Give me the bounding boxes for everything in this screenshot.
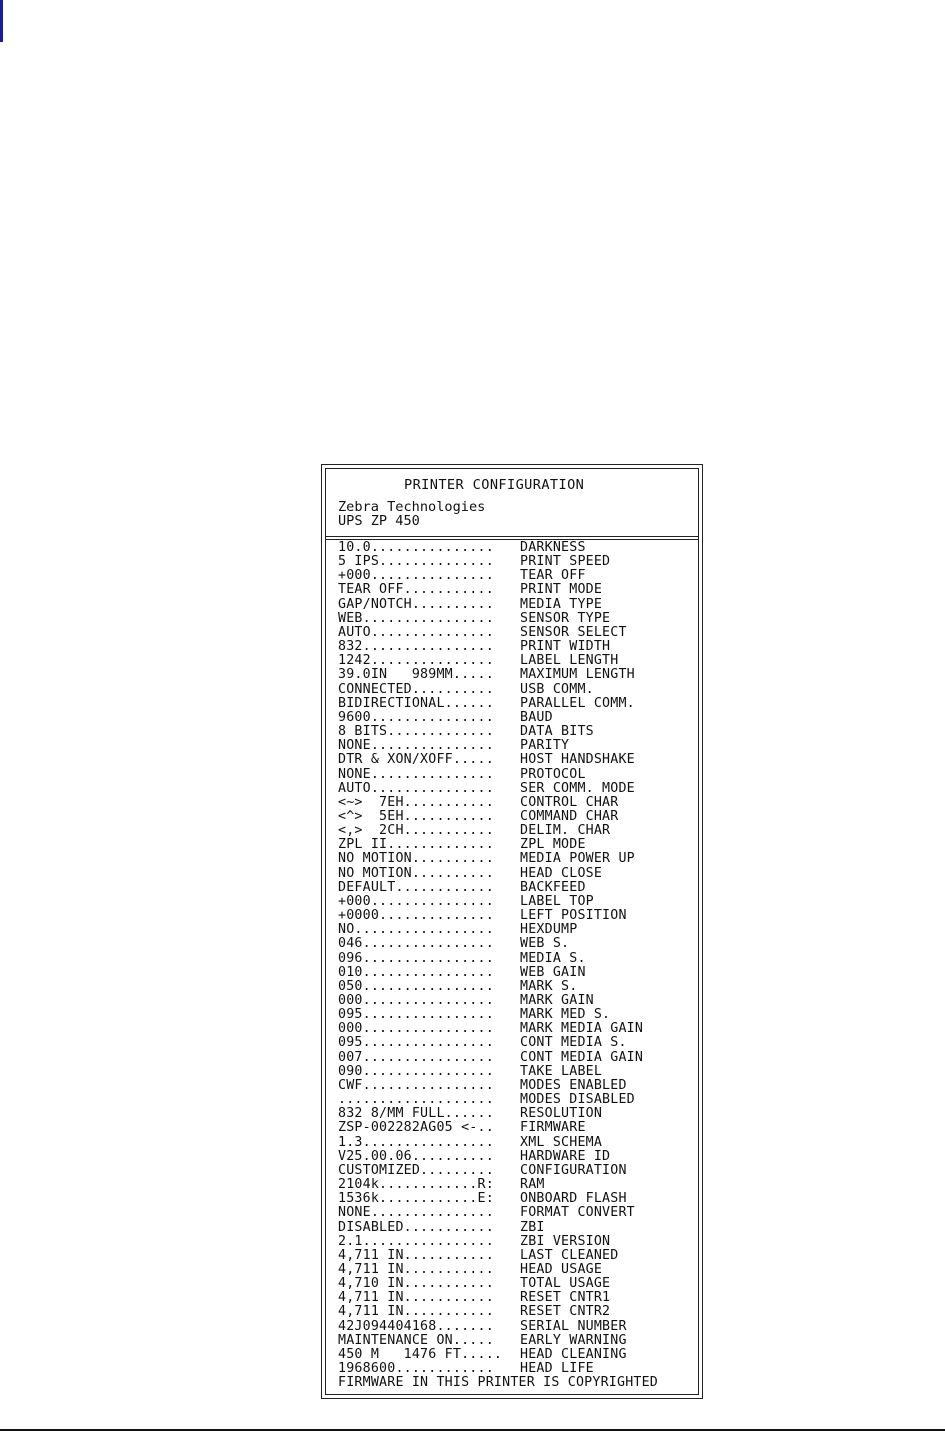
setting-value: NO MOTION.......... [338, 866, 494, 881]
setting-value: 39.0IN 989MM..... [338, 668, 494, 683]
setting-value: 090................ [338, 1064, 494, 1079]
corner-mark [0, 0, 3, 42]
setting-name: RESET CNTR1 [520, 1290, 611, 1306]
setting-row [338, 1263, 698, 1277]
setting-name: HEAD USAGE [520, 1261, 603, 1277]
setting-value: 007................ [338, 1050, 494, 1065]
setting-value: WEB................ [338, 611, 494, 626]
setting-name: DATA BITS [520, 724, 594, 740]
setting-row [338, 711, 698, 725]
setting-value: <~> 7EH........... [338, 795, 494, 810]
setting-row [338, 1136, 698, 1150]
setting-value: NO................. [338, 923, 494, 938]
setting-name: LABEL TOP [520, 893, 594, 909]
setting-name: WEB GAIN [520, 964, 586, 980]
setting-value: 832................ [338, 640, 494, 655]
setting-name: WEB S. [520, 936, 570, 952]
setting-value: AUTO............... [338, 625, 494, 640]
setting-name: HEAD CLOSE [520, 865, 603, 881]
setting-row [338, 1008, 698, 1022]
setting-name: ZBI VERSION [520, 1233, 611, 1249]
setting-row [338, 966, 698, 980]
setting-row [338, 824, 698, 838]
setting-value: AUTO............... [338, 781, 494, 796]
setting-name: EARLY WARNING [520, 1332, 627, 1348]
setting-row [338, 881, 698, 895]
setting-value: 2104k............R: [338, 1178, 494, 1193]
setting-value: 000................ [338, 994, 494, 1008]
setting-value: NONE............... [338, 767, 494, 782]
setting-row [338, 598, 698, 612]
setting-row [338, 569, 698, 583]
setting-value: <^> 5EH........... [338, 809, 494, 824]
setting-name: SENSOR TYPE [520, 610, 611, 626]
setting-row [338, 810, 698, 824]
setting-row [338, 782, 698, 796]
setting-value: 1536k............E: [338, 1192, 494, 1207]
setting-name: SERIAL NUMBER [520, 1318, 627, 1334]
setting-row [338, 796, 698, 810]
setting-row [338, 895, 698, 909]
setting-name: RAM [520, 1177, 545, 1193]
setting-name: PRINT MODE [520, 582, 603, 598]
setting-row [338, 1022, 698, 1036]
setting-name: FIRMWARE [520, 1120, 586, 1136]
setting-value: <,> 2CH........... [338, 824, 494, 839]
setting-row [338, 1249, 698, 1263]
setting-name: SER COMM. MODE [520, 780, 635, 796]
setting-name: COMMAND CHAR [520, 808, 619, 824]
setting-name: HEAD CLEANING [520, 1346, 627, 1362]
setting-name: BACKFEED [520, 879, 586, 895]
setting-value: 10.0............... [338, 541, 494, 555]
setting-name: LAST CLEANED [520, 1247, 619, 1263]
setting-name: HEXDUMP [520, 922, 578, 938]
setting-value: NONE............... [338, 1206, 494, 1221]
setting-value: 095................ [338, 1036, 494, 1051]
configuration-label [321, 464, 703, 1399]
setting-row [338, 612, 698, 626]
setting-row [338, 640, 698, 654]
setting-value: 000................ [338, 1022, 494, 1037]
setting-value: 096................ [338, 951, 494, 966]
setting-name: MARK MED S. [520, 1007, 611, 1023]
setting-value: 095................ [338, 1008, 494, 1023]
setting-value: DEFAULT............ [338, 880, 494, 895]
setting-row [338, 909, 698, 923]
setting-name: PRINT WIDTH [520, 639, 611, 655]
setting-row [338, 1093, 698, 1107]
setting-value: 050................ [338, 979, 494, 994]
setting-name: MODES ENABLED [520, 1077, 627, 1093]
setting-row [338, 1277, 698, 1291]
setting-name: FORMAT CONVERT [520, 1205, 635, 1221]
setting-row [338, 952, 698, 966]
setting-value: 4,711 IN........... [338, 1291, 494, 1306]
setting-name: PROTOCOL [520, 766, 586, 782]
setting-row [338, 668, 698, 682]
setting-value: 1.3................ [338, 1135, 494, 1150]
setting-value: CONNECTED.......... [338, 682, 494, 697]
setting-name: PARALLEL COMM. [520, 695, 635, 711]
setting-value: MAINTENANCE ON..... [338, 1333, 494, 1348]
setting-value: CWF................ [338, 1078, 494, 1093]
setting-value: V25.00.06.......... [338, 1149, 494, 1164]
setting-name: HOST HANDSHAKE [520, 752, 635, 768]
setting-value: BIDIRECTIONAL...... [338, 696, 494, 711]
setting-name: CONFIGURATION [520, 1162, 627, 1178]
setting-row [338, 867, 698, 881]
setting-row [338, 1121, 698, 1135]
setting-value: 1968600............ [338, 1362, 494, 1377]
setting-name: HARDWARE ID [520, 1148, 611, 1164]
copyright-footer: FIRMWARE IN THIS PRINTER IS COPYRIGHTED [338, 1375, 659, 1391]
setting-value: 4,711 IN........... [338, 1305, 494, 1320]
setting-name: RESET CNTR2 [520, 1304, 611, 1320]
setting-name: DELIM. CHAR [520, 823, 611, 839]
setting-value: NONE............... [338, 739, 494, 754]
setting-row [338, 683, 698, 697]
setting-value: 42J094404168....... [338, 1319, 494, 1334]
setting-row [338, 1221, 698, 1235]
setting-row [338, 583, 698, 597]
manufacturer: Zebra Technologies [338, 499, 486, 515]
setting-value: DTR & XON/XOFF..... [338, 753, 494, 768]
setting-row [338, 1305, 698, 1319]
setting-value: ZSP-002282AG05 <-.. [338, 1121, 494, 1136]
setting-name: DARKNESS [520, 540, 586, 555]
setting-name: TOTAL USAGE [520, 1276, 611, 1292]
setting-name: HEAD LIFE [520, 1361, 594, 1377]
setting-row [338, 555, 698, 569]
setting-value: 8 BITS............. [338, 725, 494, 740]
setting-name: MARK MEDIA GAIN [520, 1021, 644, 1037]
setting-name: ZPL MODE [520, 837, 586, 853]
setting-value: 9600............... [338, 710, 494, 725]
setting-value: 010................ [338, 965, 494, 980]
setting-row [338, 1051, 698, 1065]
setting-name: MAXIMUM LENGTH [520, 667, 635, 683]
setting-row [338, 1348, 698, 1362]
setting-name: PRINT SPEED [520, 554, 611, 570]
setting-row [338, 753, 698, 767]
setting-name: MARK GAIN [520, 993, 594, 1008]
setting-row [338, 994, 698, 1008]
printer-model: UPS ZP 450 [338, 513, 420, 529]
setting-name: CONTROL CHAR [520, 794, 619, 810]
setting-row [338, 980, 698, 994]
setting-row [338, 739, 698, 753]
setting-value: DISABLED........... [338, 1220, 494, 1235]
setting-row [338, 1362, 698, 1376]
setting-value: TEAR OFF........... [338, 583, 494, 598]
setting-name: CONT MEDIA GAIN [520, 1049, 644, 1065]
setting-name: PARITY [520, 738, 570, 754]
setting-row [338, 697, 698, 711]
setting-row [338, 768, 698, 782]
setting-row [338, 852, 698, 866]
setting-row [338, 654, 698, 668]
setting-row [338, 1079, 698, 1093]
setting-row [338, 937, 698, 951]
setting-value: 832 8/MM FULL...... [338, 1107, 494, 1122]
setting-value: 2.1................ [338, 1234, 494, 1249]
setting-name: RESOLUTION [520, 1106, 603, 1122]
setting-name: LABEL LENGTH [520, 653, 619, 669]
page-bottom-rule [0, 1429, 945, 1431]
setting-name: MEDIA TYPE [520, 596, 603, 612]
setting-name: MEDIA POWER UP [520, 851, 635, 867]
setting-name: ONBOARD FLASH [520, 1191, 627, 1207]
setting-row [338, 541, 698, 555]
setting-value: +000............... [338, 569, 494, 584]
setting-name: XML SCHEMA [520, 1134, 603, 1150]
setting-name: CONT MEDIA S. [520, 1035, 627, 1051]
setting-name: MEDIA S. [520, 950, 586, 966]
setting-value: NO MOTION.......... [338, 852, 494, 867]
setting-row [338, 1036, 698, 1050]
setting-value: 046................ [338, 937, 494, 952]
setting-value: 450 M 1476 FT..... [338, 1347, 503, 1362]
setting-value: +0000.............. [338, 909, 494, 924]
setting-row [338, 1065, 698, 1079]
label-title: PRINTER CONFIGURATION [404, 477, 585, 493]
setting-row [338, 1206, 698, 1220]
setting-name: USB COMM. [520, 681, 594, 697]
setting-value: GAP/NOTCH.......... [338, 597, 494, 612]
setting-name: MARK S. [520, 978, 578, 994]
label-frame [325, 468, 699, 1395]
setting-row [338, 1178, 698, 1192]
setting-name: ZBI [520, 1219, 545, 1235]
setting-row [338, 1291, 698, 1305]
setting-name: TAKE LABEL [520, 1063, 603, 1079]
setting-row [338, 1334, 698, 1348]
setting-value: 5 IPS.............. [338, 555, 494, 570]
label-header [326, 469, 698, 537]
setting-value: 4,711 IN........... [338, 1248, 494, 1263]
setting-row [338, 626, 698, 640]
setting-row [338, 1192, 698, 1206]
setting-row [338, 1235, 698, 1249]
setting-value: +000............... [338, 894, 494, 909]
setting-row [338, 838, 698, 852]
setting-row [338, 1164, 698, 1178]
setting-value: ZPL II............. [338, 838, 494, 853]
setting-name: BAUD [520, 709, 553, 725]
settings-list [326, 540, 698, 1376]
setting-name: TEAR OFF [520, 568, 586, 584]
setting-value: 1242............... [338, 654, 494, 669]
setting-row [338, 923, 698, 937]
setting-value: 4,711 IN........... [338, 1262, 494, 1277]
setting-row [338, 725, 698, 739]
setting-value: ................... [338, 1093, 494, 1108]
setting-name: SENSOR SELECT [520, 624, 627, 640]
setting-name: MODES DISABLED [520, 1092, 635, 1108]
setting-value: CUSTOMIZED......... [338, 1163, 494, 1178]
setting-row [338, 1107, 698, 1121]
setting-name: LEFT POSITION [520, 908, 627, 924]
setting-row [338, 1150, 698, 1164]
setting-value: 4,710 IN........... [338, 1277, 494, 1292]
setting-row [338, 1320, 698, 1334]
